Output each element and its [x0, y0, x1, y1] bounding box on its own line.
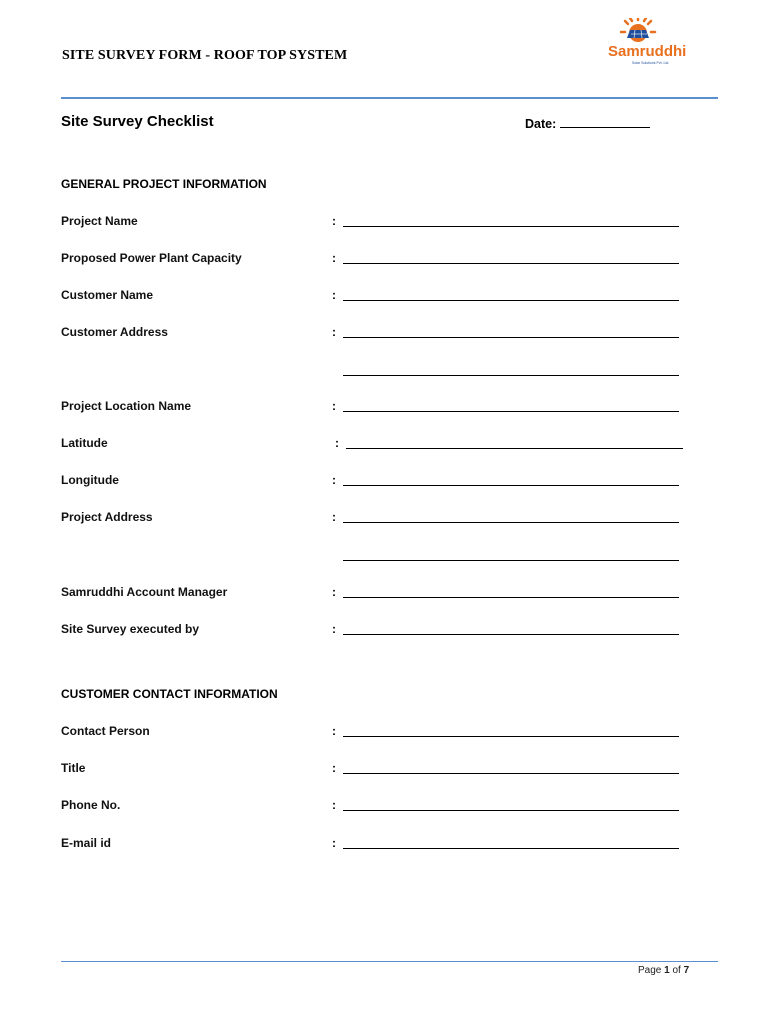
- field-label: Longitude: [61, 473, 119, 487]
- field-blank-line[interactable]: [343, 773, 679, 774]
- field-blank-line-2[interactable]: [343, 560, 679, 561]
- date-label: Date:: [525, 117, 557, 131]
- field-colon: :: [332, 761, 336, 775]
- field-blank-line[interactable]: [343, 337, 679, 338]
- logo-tagline: Solar Solutions Pvt. Ltd.: [632, 61, 670, 65]
- field-colon: :: [332, 510, 336, 524]
- field-colon: :: [332, 251, 336, 265]
- field-survey-executed-by[interactable]: [61, 622, 691, 640]
- field-blank-line[interactable]: [343, 597, 679, 598]
- field-project-name[interactable]: [61, 214, 691, 232]
- page-of: of: [672, 965, 681, 976]
- page-total: 7: [683, 965, 690, 976]
- field-account-manager[interactable]: [61, 585, 691, 603]
- field-label: Proposed Power Plant Capacity: [61, 251, 242, 265]
- field-project-address[interactable]: [61, 510, 691, 566]
- field-label: Title: [61, 761, 86, 775]
- field-blank-line[interactable]: [343, 263, 679, 264]
- contact-section-heading: CUSTOMER CONTACT INFORMATION: [61, 687, 278, 701]
- field-colon: :: [335, 436, 339, 450]
- field-label: Project Address: [61, 510, 153, 524]
- field-blank-line[interactable]: [343, 736, 679, 737]
- field-latitude[interactable]: [61, 436, 691, 454]
- field-colon: :: [332, 622, 336, 636]
- field-blank-line[interactable]: [343, 810, 679, 811]
- sun-icon: [621, 18, 655, 42]
- field-blank-line[interactable]: [343, 848, 679, 849]
- field-colon: :: [332, 325, 336, 339]
- page-current: 1: [664, 965, 670, 976]
- field-label: Site Survey executed by: [61, 622, 200, 636]
- field-label: Project Name: [61, 214, 138, 228]
- page-number: [638, 965, 689, 976]
- field-label: Phone No.: [61, 798, 121, 812]
- field-customer-name[interactable]: [61, 288, 691, 306]
- field-blank-line[interactable]: [346, 448, 683, 449]
- date-field[interactable]: [525, 117, 650, 131]
- footer-divider: [61, 961, 718, 962]
- field-colon: :: [332, 399, 336, 413]
- field-label: Latitude: [61, 436, 108, 450]
- header-divider: [61, 97, 718, 99]
- field-colon: :: [332, 836, 336, 850]
- field-customer-address[interactable]: [61, 325, 691, 381]
- field-blank-line[interactable]: [343, 634, 679, 635]
- field-colon: :: [332, 288, 336, 302]
- page-prefix: Page: [638, 965, 662, 976]
- field-colon: :: [332, 798, 336, 812]
- field-blank-line[interactable]: [343, 485, 679, 486]
- field-label: E-mail id: [61, 836, 112, 850]
- company-logo: [604, 18, 704, 66]
- field-colon: :: [332, 724, 336, 738]
- logo-text: Samruddhi: [608, 43, 687, 60]
- field-blank-line[interactable]: [343, 300, 679, 301]
- general-section-heading: GENERAL PROJECT INFORMATION: [61, 177, 267, 191]
- field-colon: :: [332, 473, 336, 487]
- field-label: Project Location Name: [61, 399, 192, 413]
- field-email-id[interactable]: [61, 836, 691, 854]
- field-label: Samruddhi Account Manager: [61, 585, 228, 599]
- field-longitude[interactable]: [61, 473, 691, 491]
- field-label: Customer Address: [61, 325, 168, 339]
- field-blank-line[interactable]: [343, 226, 679, 227]
- page-header-title: SITE SURVEY FORM - ROOF TOP SYSTEM: [62, 48, 348, 63]
- document-title: Site Survey Checklist: [61, 113, 214, 130]
- field-contact-person[interactable]: [61, 724, 691, 742]
- field-title[interactable]: [61, 761, 691, 779]
- field-label: Contact Person: [61, 724, 150, 738]
- field-colon: :: [332, 585, 336, 599]
- field-blank-line[interactable]: [343, 411, 679, 412]
- field-colon: :: [332, 214, 336, 228]
- field-blank-line-2[interactable]: [343, 375, 679, 376]
- field-project-location-name[interactable]: [61, 399, 691, 417]
- field-label: Customer Name: [61, 288, 154, 302]
- field-phone-no[interactable]: [61, 798, 691, 816]
- field-power-plant-capacity[interactable]: [61, 251, 691, 269]
- field-blank-line[interactable]: [343, 522, 679, 523]
- date-blank-line[interactable]: [560, 117, 650, 128]
